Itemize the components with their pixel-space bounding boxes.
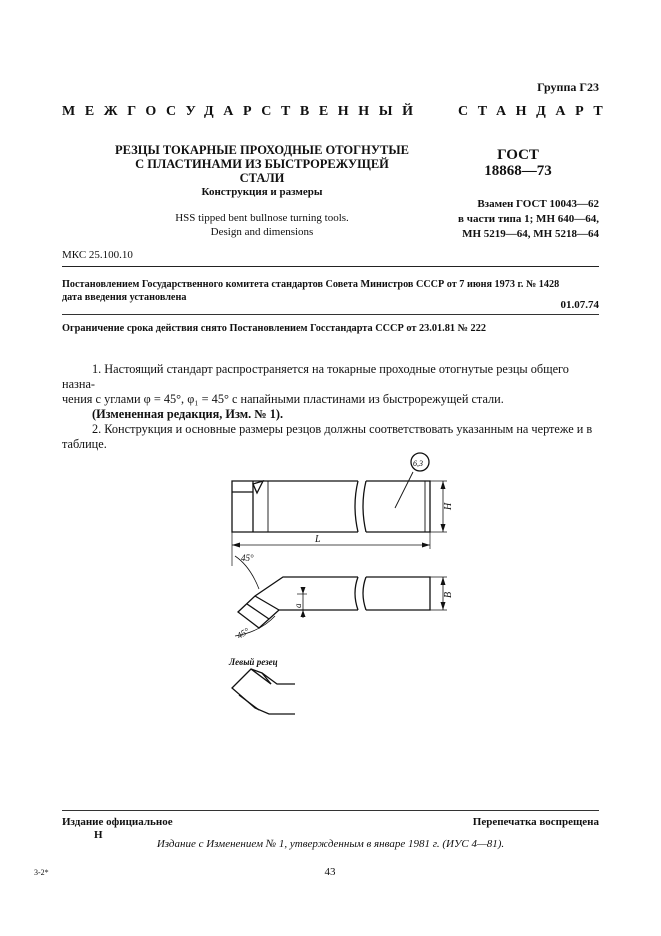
mks-code: МКС 25.100.10 — [62, 249, 133, 261]
angle-top-label: 45° — [241, 553, 254, 563]
angle-bottom-label: 45° — [235, 625, 251, 641]
page-code: 3-2* — [34, 868, 49, 877]
standard-type-left: МЕЖГОСУДАРСТВЕННЫЙ — [62, 104, 423, 119]
dimension-a: a — [293, 603, 303, 608]
roughness-label: 6,3 — [413, 459, 423, 468]
title-en-line2: Design and dimensions — [210, 226, 314, 238]
replaces-line3: МН 5219—64, МН 5218—64 — [462, 228, 599, 240]
left-cutter-view — [232, 669, 295, 714]
para2-line1: 2. Конструкция и основные размеры резцов должны соответствовать указанным на чертеже и в — [92, 422, 593, 436]
gost-replaces — [458, 197, 599, 242]
decree-line2: дата введения установлена — [62, 292, 187, 303]
edition-note: Издание с Изменением № 1, утвержденным в январе 1981 г. (ИУС 4—81). — [156, 838, 505, 850]
para1-line2: чения с углами φ = 45°, φ₁ = 45° с напайными пластинами из быстрорежущей стали. — [62, 392, 504, 406]
decree-line1: Постановлением Государственного комитета стандартов Совета Министров СССР от 7 июня 1973 г. № 1428 — [62, 279, 560, 290]
reprint-forbidden: Перепечатка воспрещена — [472, 816, 599, 828]
title-ru-line1: РЕЗЦЫ ТОКАРНЫЕ ПРОХОДНЫЕ ОТОГНУТЫЕ — [115, 143, 409, 157]
gost-block — [468, 147, 568, 179]
group-code: Группа Г23 — [537, 80, 599, 94]
title-ru-line2: С ПЛАСТИНАМИ ИЗ БЫСТРОРЕЖУЩЕЙ СТАЛИ — [135, 157, 389, 185]
divider-footer — [62, 810, 599, 811]
edition-official: Издание официальное — [62, 816, 173, 828]
replaces-line1: Взамен ГОСТ 10043—62 — [477, 198, 599, 210]
amendment-note: (Измененная редакция, Изм. № 1). — [92, 407, 284, 421]
left-cutter-label: Левый резец — [229, 657, 278, 667]
dimension-l: L — [315, 534, 321, 545]
replaces-line2: в части типа 1; МН 640—64, — [458, 213, 599, 225]
edition-letter: Н — [94, 829, 103, 841]
plan-view — [232, 549, 447, 636]
divider-decree — [62, 314, 599, 315]
gost-label: ГОСТ — [497, 147, 539, 163]
standard-type-right: СТАНДАРТ — [458, 104, 613, 119]
title-en-line1: HSS tipped bent bullnose turning tools. — [175, 212, 349, 224]
title-ru-subtitle: Конструкция и размеры — [201, 186, 323, 198]
decree — [62, 278, 602, 304]
gost-number: 18868—73 — [484, 163, 552, 179]
cutter-drawing — [215, 448, 460, 723]
para2-line2: таблице. — [62, 437, 107, 451]
body-text — [62, 362, 602, 452]
para1-line1: 1. Настоящий стандарт распространяется на токарные проходные отогнутые резцы общего назна- — [62, 362, 569, 391]
title-ru — [112, 143, 412, 185]
title-en — [112, 211, 412, 239]
dimension-b: B — [443, 591, 454, 598]
restriction-note: Ограничение срока действия снято Постановлением Госстандарта СССР от 23.01.81 № 222 — [62, 323, 486, 334]
dimension-h: H — [443, 502, 454, 510]
page-number: 43 — [324, 866, 336, 878]
divider-top — [62, 266, 599, 267]
decree-date: 01.07.74 — [560, 299, 599, 311]
